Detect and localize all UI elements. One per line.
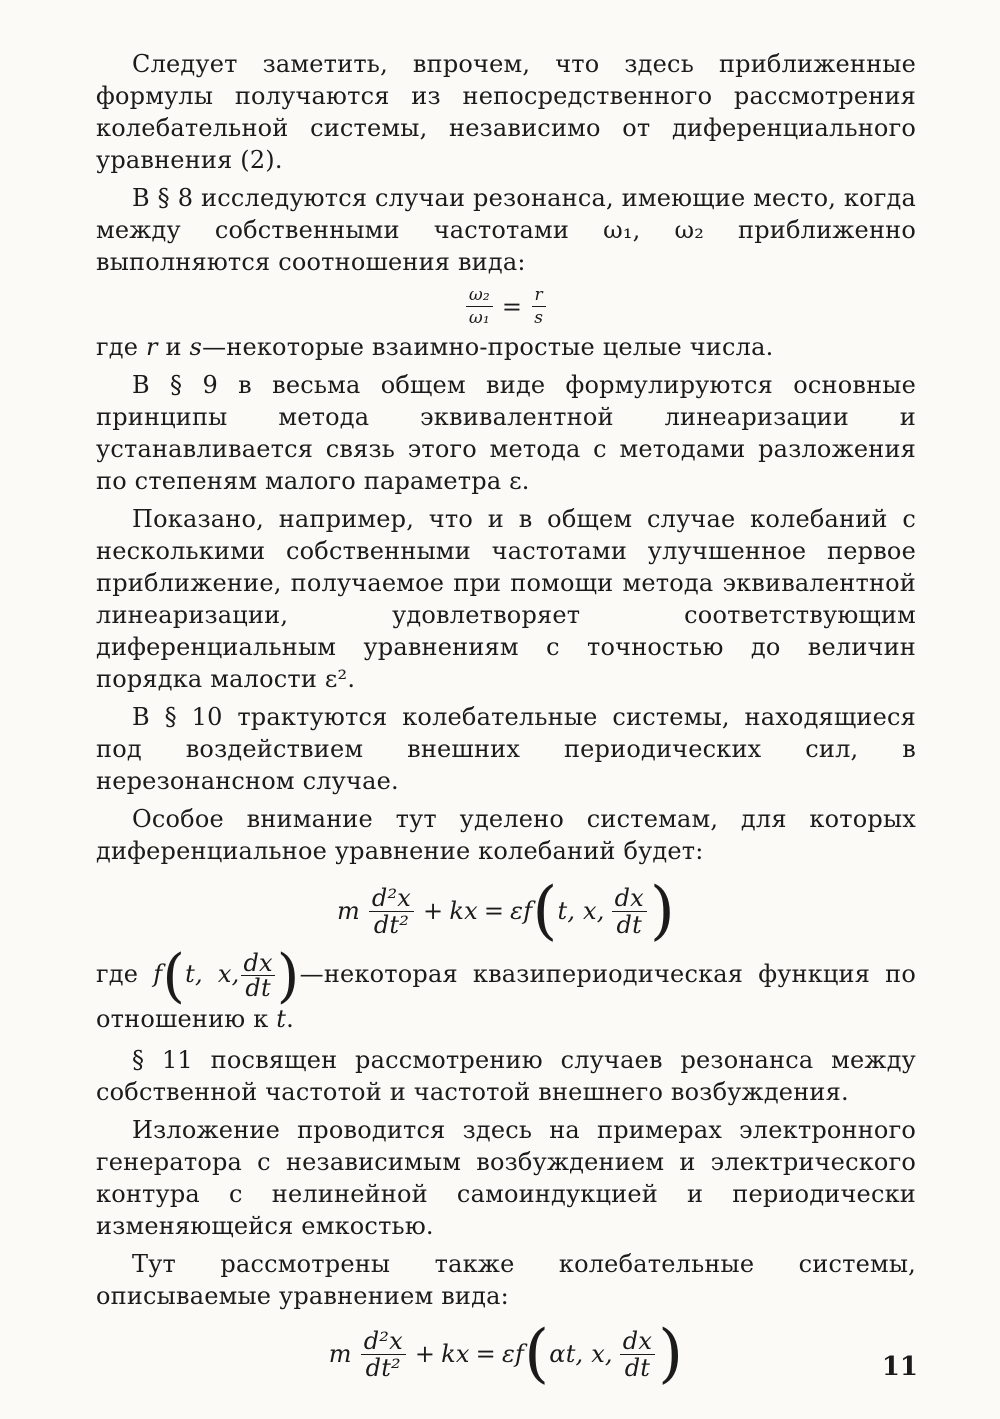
numerator-dx: dx: [243, 949, 273, 977]
denominator-dt: dt: [245, 974, 271, 1002]
equals-sign: =: [501, 292, 523, 321]
formula-frequency-ratio: [96, 284, 916, 329]
paragraph-4: В § 9 в весьма общем виде формулируются основные принципы метода эквивалентной линеаризации и устанавливается связь этого метода с методами разложения по степеням малого параметра ε.: [96, 371, 916, 495]
var-s: s: [189, 333, 203, 361]
fraction-d2x-dt2: [369, 885, 414, 938]
fraction-dx-dt: [612, 885, 647, 938]
paragraph-1: Следует заметить, впрочем, что здесь приближенные формулы получаются из непосредственного рассмотрения колебательной системы, независимо от диференциального уравнения (2).: [96, 50, 916, 174]
paragraph-11: Тут рассмотрены также колебательные системы, описываемые уравнением вида:: [96, 1250, 916, 1310]
symbol-m: m: [328, 1340, 352, 1368]
function-args: t, x,: [557, 897, 605, 925]
numerator-omega2: ω₂: [466, 284, 493, 307]
denominator-omega1: ω₁: [468, 308, 490, 328]
numerator-d2x: d²x: [369, 885, 414, 912]
symbol-m: m: [336, 897, 360, 925]
paragraph-7: Особое внимание тут уделено системам, для которых диференциальное уравнение колебаний будет:: [96, 805, 916, 865]
function-args: t, x,: [185, 960, 240, 988]
var-r: r: [145, 333, 158, 361]
fraction-omega: [466, 284, 493, 329]
formula-parametric-equation: [96, 1317, 916, 1391]
equals-sign: =: [475, 1340, 496, 1368]
text-segment: где: [96, 333, 146, 361]
page-number: 11: [881, 1352, 918, 1382]
left-paren: (: [162, 941, 186, 1010]
numerator-d2x: d²x: [361, 1328, 406, 1355]
term-epsilon-f: εf: [510, 897, 533, 925]
paragraph-10: Изложение проводится здесь на примерах электронного генератора с независимым возбуждением и электрического контура с нелинейной самоиндукцией и периодически изменяющейся емкостью.: [96, 1116, 916, 1240]
numerator-dx: dx: [620, 1328, 655, 1355]
text-segment: где: [96, 960, 154, 988]
term-kx: kx: [441, 1340, 470, 1368]
denominator-dt: dt: [616, 910, 642, 939]
right-paren: ): [649, 874, 676, 948]
left-paren: (: [524, 1317, 550, 1391]
function-args: αt, x,: [549, 1340, 613, 1368]
plus-sign: +: [414, 1340, 436, 1368]
fraction-dx-dt: [241, 951, 274, 1000]
var-t: t: [276, 1005, 287, 1033]
denominator-s: s: [534, 308, 544, 328]
symbol-f: f: [153, 960, 163, 988]
paragraph-9: § 11 посвящен рассмотрению случаев резонанса между собственной частотой и частотой внешнего возбуждения.: [96, 1046, 916, 1106]
numerator-dx: dx: [612, 885, 647, 912]
text-segment: —некоторая квазипериодическая функция по отношению к: [96, 960, 917, 1033]
paragraph-8: [96, 941, 917, 1038]
text-segment: —некоторые взаимно-простые целые числа.: [202, 333, 774, 361]
denominator-dt2: dt²: [365, 1353, 401, 1382]
paragraph-2: В § 8 исследуются случаи резонанса, имеющие место, когда между собственными частотами ω₁, ω₂ приближенно выполняются соотношения вида:: [96, 184, 916, 276]
fraction-d2x-dt2: [361, 1328, 406, 1381]
paragraph-3: [96, 331, 916, 363]
right-paren: ): [658, 1317, 684, 1391]
text-segment: .: [286, 1005, 294, 1033]
paragraph-6: В § 10 трактуются колебательные системы, находящиеся под воздействием внешних периодических сил, в нерезонансном случае.: [96, 703, 916, 795]
plus-sign: +: [423, 897, 444, 925]
formula-oscillation-equation: [96, 874, 916, 948]
fraction-dx-dt: [620, 1328, 655, 1381]
denominator-dt2: dt²: [373, 910, 410, 939]
left-paren: (: [532, 874, 558, 948]
numerator-r: r: [532, 284, 546, 307]
equals-sign: =: [483, 897, 505, 925]
fraction-rs: [531, 284, 546, 329]
paragraph-5: Показано, например, что и в общем случае колебаний с несколькими собственными частотами улучшенное первое приближение, получаемое при помощи метода эквивалентной линеаризации, удовлетворяет соответствующим диференциальным уравнениям с точностью до величин порядка малости ε².: [96, 505, 916, 693]
term-kx: kx: [449, 897, 478, 925]
page-body: [96, 48, 917, 1391]
text-segment: и: [157, 333, 190, 361]
denominator-dt: dt: [624, 1353, 651, 1382]
right-paren: ): [276, 941, 300, 1010]
term-epsilon-f: εf: [501, 1340, 525, 1368]
